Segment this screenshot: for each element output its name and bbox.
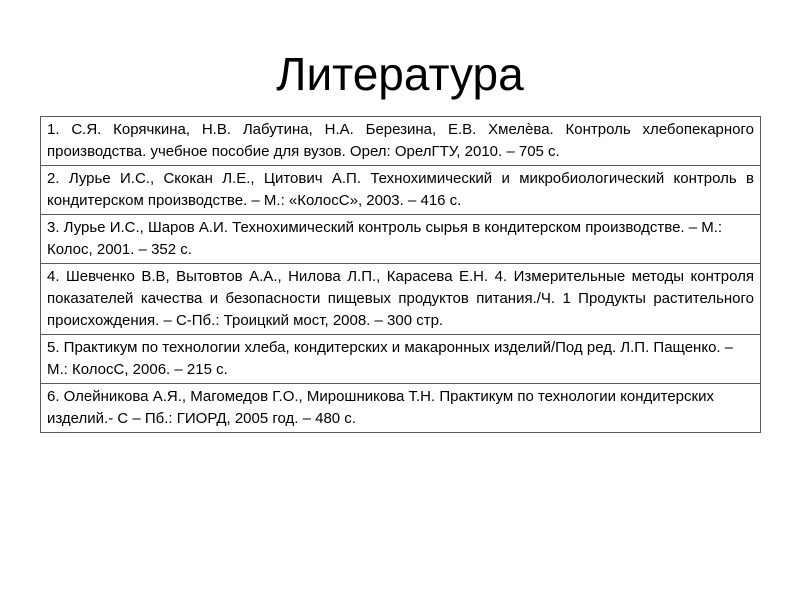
- reference-item-3: 3. Лурье И.С., Шаров А.И. Технохимический контроль сырья в кондитерском производстве. – М.: Колос, 2001. – 352 с.: [41, 215, 761, 264]
- reference-item-4: 4. Шевченко В.В, Вытовтов А.А., Нилова Л.П., Карасева Е.Н. 4. Измерительные методы контроля показателей качества и безопасности пищевых продуктов питания./Ч. 1 Продукты растительного происхождения. – С-Пб.: Троицкий мост, 2008. – 300 стр.: [41, 264, 761, 335]
- table-row: [41, 335, 761, 384]
- table-row: [41, 264, 761, 335]
- reference-item-2: 2. Лурье И.С., Скокан Л.Е., Цитович А.П. Технохимический и микробиологический контроль в кондитерском производстве. – М.: «КолосС», 2003. – 416 с.: [41, 166, 761, 215]
- reference-item-6: 6. Олейникова А.Я., Магомедов Г.О., Мирошникова Т.Н. Практикум по технологии кондитерских изделий.- С – Пб.: ГИОРД, 2005 год. – 480 с.: [41, 384, 761, 433]
- reference-item-1: 1. С.Я. Корячкина, Н.В. Лабутина, Н.А. Березина, Е.В. Хмелѐва. Контроль хлебопекарного производства. учебное пособие для вузов. Орел: ОрелГТУ, 2010. – 705 с.: [41, 117, 761, 166]
- table-row: [41, 117, 761, 166]
- table-row: [41, 166, 761, 215]
- table-row: [41, 215, 761, 264]
- slide-title: Литература: [276, 48, 524, 100]
- reference-item-5: 5. Практикум по технологии хлеба, кондитерских и макаронных изделий/Под ред. Л.П. Пащенко. – М.: КолосС, 2006. – 215 с.: [41, 335, 761, 384]
- table-row: [41, 384, 761, 433]
- references-table: [40, 116, 761, 433]
